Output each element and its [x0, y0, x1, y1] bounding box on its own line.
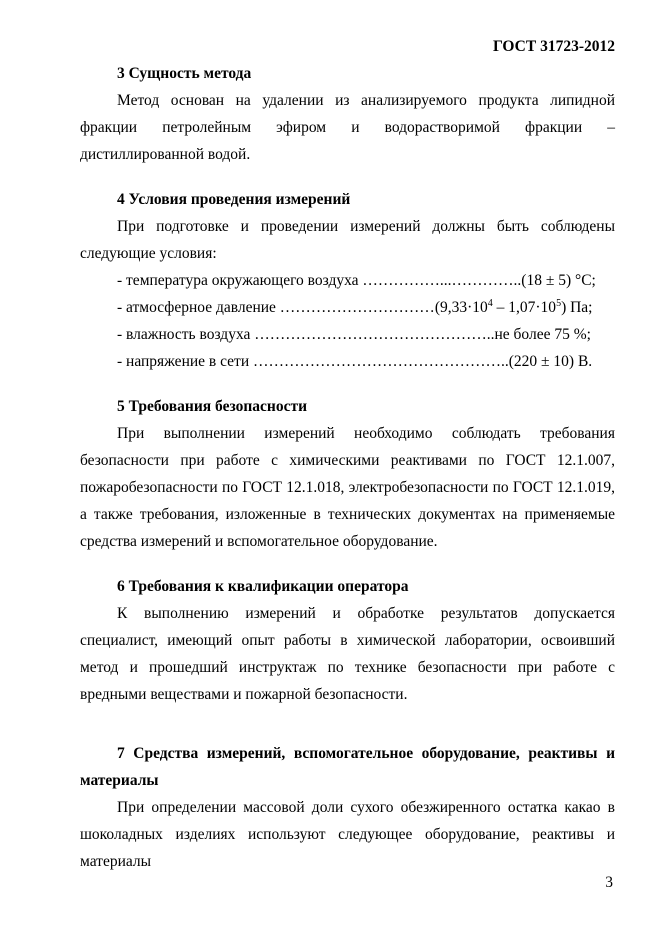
- condition-label: - влажность воздуха ………………………………………..: [117, 326, 495, 343]
- condition-value: (220 ± 10) В.: [508, 353, 593, 370]
- section-7-title: 7 Средства измерений, вспомогательное оборудование, реактивы и материалы: [80, 745, 615, 789]
- condition-item-temperature: [80, 267, 615, 294]
- document-body: [80, 60, 615, 875]
- condition-value-part: ) Па;: [561, 299, 593, 316]
- exponent: 5: [556, 298, 562, 309]
- section-6-text: К выполнению измерений и обработке результатов допускается специалист, имеющий опыт работы в химической лаборатории, освоивший метод и прошедший инструктаж по технике безопасности при работе с вредными веществами и пожарной безопасности.: [80, 605, 615, 703]
- section-6-title: 6 Требования к квалификации оператора: [117, 578, 409, 595]
- condition-item-voltage: [80, 348, 615, 375]
- section-7-text: При определении массовой доли сухого обезжиренного остатка какао в шоколадных изделиях используют следующее оборудование, реактивы и материалы: [80, 799, 615, 870]
- section-3-title: 3 Сущность метода: [117, 65, 252, 82]
- exponent: 4: [487, 298, 493, 309]
- page-number: 3: [605, 874, 613, 891]
- condition-label: - напряжение в сети …………………………………………..: [117, 353, 509, 370]
- document-header-id: ГОСТ 31723-2012: [492, 38, 615, 55]
- section-4-intro: При подготовке и проведении измерений должны быть соблюдены следующие условия:: [80, 218, 615, 262]
- condition-value-part: (9,33·10: [434, 299, 488, 316]
- condition-label: - атмосферное давление …………………………: [117, 299, 435, 316]
- section-4-title: 4 Условия проведения измерений: [117, 191, 351, 208]
- condition-value: не более 75 %;: [494, 326, 591, 343]
- section-3-text: Метод основан на удалении из анализируемого продукта липидной фракции петролейным эфиром и водорастворимой фракции – дистиллированной водой.: [80, 92, 615, 163]
- condition-value: (18 ± 5) °С;: [521, 272, 596, 289]
- condition-item-humidity: [80, 321, 615, 348]
- section-5-title: 5 Требования безопасности: [117, 398, 308, 415]
- condition-label: - температура окружающего воздуха ……………...…………..: [117, 272, 522, 289]
- condition-item-pressure: [80, 294, 615, 321]
- section-5-text: При выполнении измерений необходимо соблюдать требования безопасности при работе с химическими реактивами по ГОСТ 12.1.007, пожаробезопасности по ГОСТ 12.1.018, электробезопасности по ГОСТ 12.1.019, а также требования, изложенные в технических документах на применяемые средства измерений и вспомогательное оборудование.: [80, 425, 615, 550]
- condition-value-part: – 1,07·10: [492, 299, 557, 316]
